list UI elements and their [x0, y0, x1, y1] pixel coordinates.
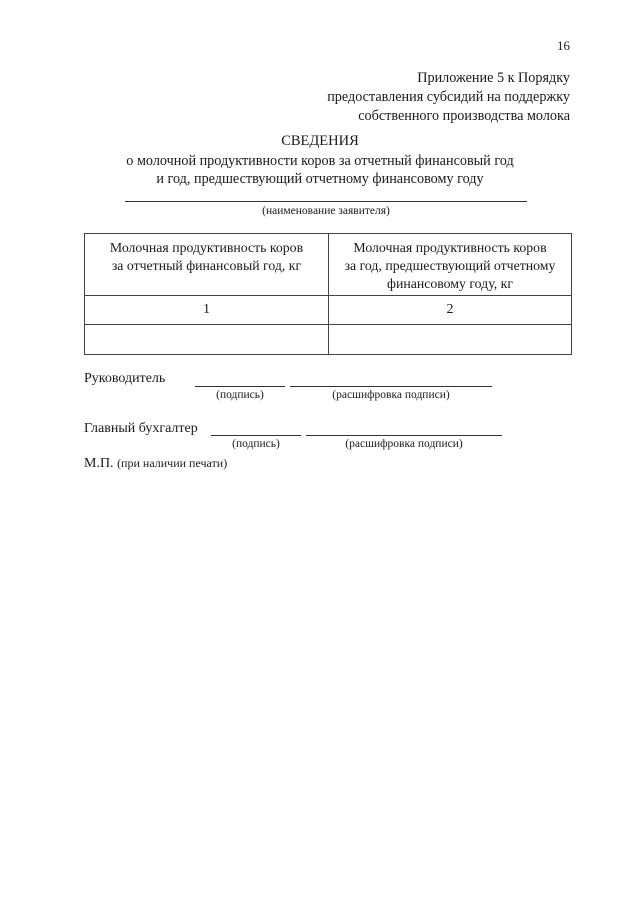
header-text: Молочная продуктивность коров	[353, 240, 547, 255]
table-row	[85, 325, 572, 355]
appendix-line: собственного производства молока	[358, 108, 570, 124]
subtitle-line-1: о молочной продуктивности коров за отчетный финансовый год	[126, 153, 514, 169]
head-decode-caption: (расшифровка подписи)	[332, 389, 450, 401]
applicant-name-line	[125, 201, 527, 202]
accountant-label: Главный бухгалтер	[84, 421, 198, 436]
table-cell-reporting-year[interactable]	[85, 325, 329, 355]
accountant-decode-line[interactable]	[306, 435, 502, 436]
header-text: за год, предшествующий отчетному	[344, 258, 556, 273]
header-text: финансовому году, кг	[387, 276, 513, 291]
table-header-row	[85, 234, 572, 296]
header-text: за отчетный финансовый год, кг	[111, 258, 302, 273]
page-number: 16	[557, 38, 570, 53]
accountant-decode-caption: (расшифровка подписи)	[345, 438, 463, 450]
head-label: Руководитель	[84, 371, 166, 386]
head-signature-caption: (подпись)	[216, 389, 264, 401]
head-signature-line[interactable]	[195, 386, 285, 387]
header-cell-reporting-year	[85, 234, 329, 296]
table-cell-previous-year[interactable]	[329, 325, 572, 355]
column-number-cell: 1	[85, 296, 329, 325]
accountant-signature-line[interactable]	[211, 435, 301, 436]
appendix-note	[210, 69, 570, 126]
subtitle-line-2: и год, предшествующий отчетному финансовому году	[156, 171, 484, 187]
stamp-note: (при наличии печати)	[117, 456, 228, 470]
applicant-caption: (наименование заявителя)	[262, 205, 390, 217]
header-text: Молочная продуктивность коров	[109, 240, 304, 255]
header-cell-previous-year	[329, 234, 572, 296]
document-subtitle	[0, 152, 640, 188]
appendix-line: Приложение 5 к Порядку	[417, 70, 570, 86]
table-column-numbers-row	[85, 296, 572, 325]
document-title: СВЕДЕНИЯ	[281, 133, 359, 149]
stamp-label: М.П.	[84, 456, 114, 471]
accountant-signature-caption: (подпись)	[232, 438, 280, 450]
appendix-line: предоставления субсидий на поддержку	[327, 89, 570, 105]
head-decode-line[interactable]	[290, 386, 492, 387]
stamp-place	[84, 456, 227, 472]
column-number-cell: 2	[329, 296, 572, 325]
productivity-table	[84, 233, 572, 355]
